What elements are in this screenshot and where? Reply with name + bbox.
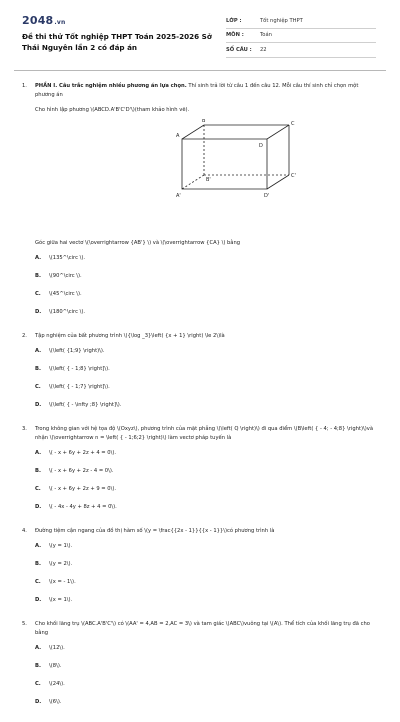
site-logo[interactable]: 2048.vn <box>22 14 66 27</box>
option-b[interactable]: B. \(y = 2\). <box>35 561 73 567</box>
answer-options <box>35 449 378 521</box>
option-c[interactable]: C. \(45^\circ \). <box>35 291 82 297</box>
question-stem: Đường tiệm cận ngang của đồ thị hàm số \(y = \frac{{2x - 1}}{{x - 1}}\)có phương trình là <box>35 528 275 534</box>
question-stem: Cho khối lăng trụ \(ABC.A'B'C'\) có \(AA' = 4,AB = 2,AC = 3\) và tam giác \(ABC\)vuông tại \(A\). Thể tích của khối lăng trụ đã cho bằng <box>35 621 370 636</box>
question-stem: Trong không gian với hệ tọa độ \(Oxyz\), phương trình của mặt phẳng \(\left( Q \right)\) đi qua điểm \(B\left( { - 4; - 4;8} \right)\)và nhận \(\overrightarrow n = \left( { - 1;6;2} \right)\) làm vectơ pháp tuyến là <box>35 426 373 441</box>
question-intro: Cho hình lập phương \(ABCD.A'B'C'D'\)(tham khảo hình vẽ). <box>35 107 190 113</box>
question-4 <box>22 527 378 614</box>
exam-meta <box>226 14 376 58</box>
question-number: 4. <box>22 528 27 534</box>
answer-options <box>35 254 378 326</box>
question-list <box>22 82 378 722</box>
vertex-label-D: D <box>259 143 263 149</box>
vertex-label-B-prime: B' <box>206 177 211 183</box>
header-divider <box>14 70 386 71</box>
cube-figure <box>22 119 378 239</box>
option-d[interactable]: D. \( - 4x - 4y + 8z + 4 = 0\). <box>35 504 117 510</box>
question-stem: Tập nghiệm của bất phương trình \({\log _3}\left( {x + 1} \right) \le 2\)là <box>35 333 225 339</box>
question-number: 2. <box>22 333 27 339</box>
question-number: 3. <box>22 426 27 432</box>
option-d[interactable]: D. \(x = 1\). <box>35 597 73 603</box>
option-a[interactable]: A. \(12\). <box>35 645 65 651</box>
vertex-label-D-prime: D' <box>264 193 270 199</box>
vertex-label-B: B <box>202 119 206 124</box>
part-heading: PHẦN I. Câu trắc nghiệm nhiều phương án lựa chọn. <box>35 83 187 89</box>
question-2 <box>22 332 378 419</box>
option-c[interactable]: C. \(\left( { - 1;7} \right]\). <box>35 384 110 390</box>
question-1 <box>22 82 378 326</box>
option-b[interactable]: B. \(90^\circ \). <box>35 273 82 279</box>
vertex-label-C: C <box>291 121 295 127</box>
meta-row-subject: MÔN : Toán <box>226 29 376 44</box>
option-b[interactable]: B. \( - x + 6y + 2z - 4 = 0\). <box>35 468 114 474</box>
meta-row-count: SỐ CÂU : 22 <box>226 43 376 58</box>
question-stem: Góc giữa hai vectơ \(\overrightarrow {AB'} \) và \(\overrightarrow {CA} \) bằng <box>35 240 241 246</box>
meta-row-class: LỚP : Tốt nghiệp THPT <box>226 14 376 29</box>
option-a[interactable]: A. \(135^\circ \). <box>35 255 86 261</box>
question-5 <box>22 620 378 716</box>
option-a[interactable]: A. \(y = 1\). <box>35 543 73 549</box>
page-title: Đề thi thử Tốt nghiệp THPT Toán 2025-2026 Sở Thái Nguyên lần 2 có đáp án <box>22 32 212 52</box>
option-d[interactable]: D. \(6\). <box>35 699 62 705</box>
option-b[interactable]: B. \(8\). <box>35 663 62 669</box>
option-a[interactable]: A. \(\left( {1;9} \right)\). <box>35 348 105 354</box>
option-b[interactable]: B. \(\left( { - 1;8} \right]\). <box>35 366 110 372</box>
vertex-label-C-prime: C' <box>291 173 296 179</box>
question-number: 1. <box>22 83 27 89</box>
option-d[interactable]: D. \(180^\circ \). <box>35 309 86 315</box>
vertex-label-A: A <box>176 133 180 139</box>
option-c[interactable]: C. \( - x + 6y + 2z + 9 = 0\). <box>35 486 117 492</box>
answer-options <box>35 347 378 419</box>
option-c[interactable]: C. \(x = - 1\). <box>35 579 76 585</box>
option-d[interactable]: D. \(\left( { - \infty ;8} \right]\). <box>35 402 122 408</box>
vertex-label-A-prime: A' <box>176 193 181 199</box>
question-number: 5. <box>22 621 27 627</box>
cube-diagram <box>172 119 302 237</box>
question-3 <box>22 425 378 521</box>
answer-options <box>35 644 378 716</box>
option-a[interactable]: A. \( - x + 6y + 2z + 4 = 0\). <box>35 450 117 456</box>
option-c[interactable]: C. \(24\). <box>35 681 65 687</box>
answer-options <box>35 542 378 614</box>
question-text: PHẦN I. Câu trắc nghiệm nhiều phương án lựa chọn. Thí sinh trả lời từ câu 1 đến câu 12. Mỗi câu thí sinh chỉ chọn một phương án <box>35 83 359 98</box>
